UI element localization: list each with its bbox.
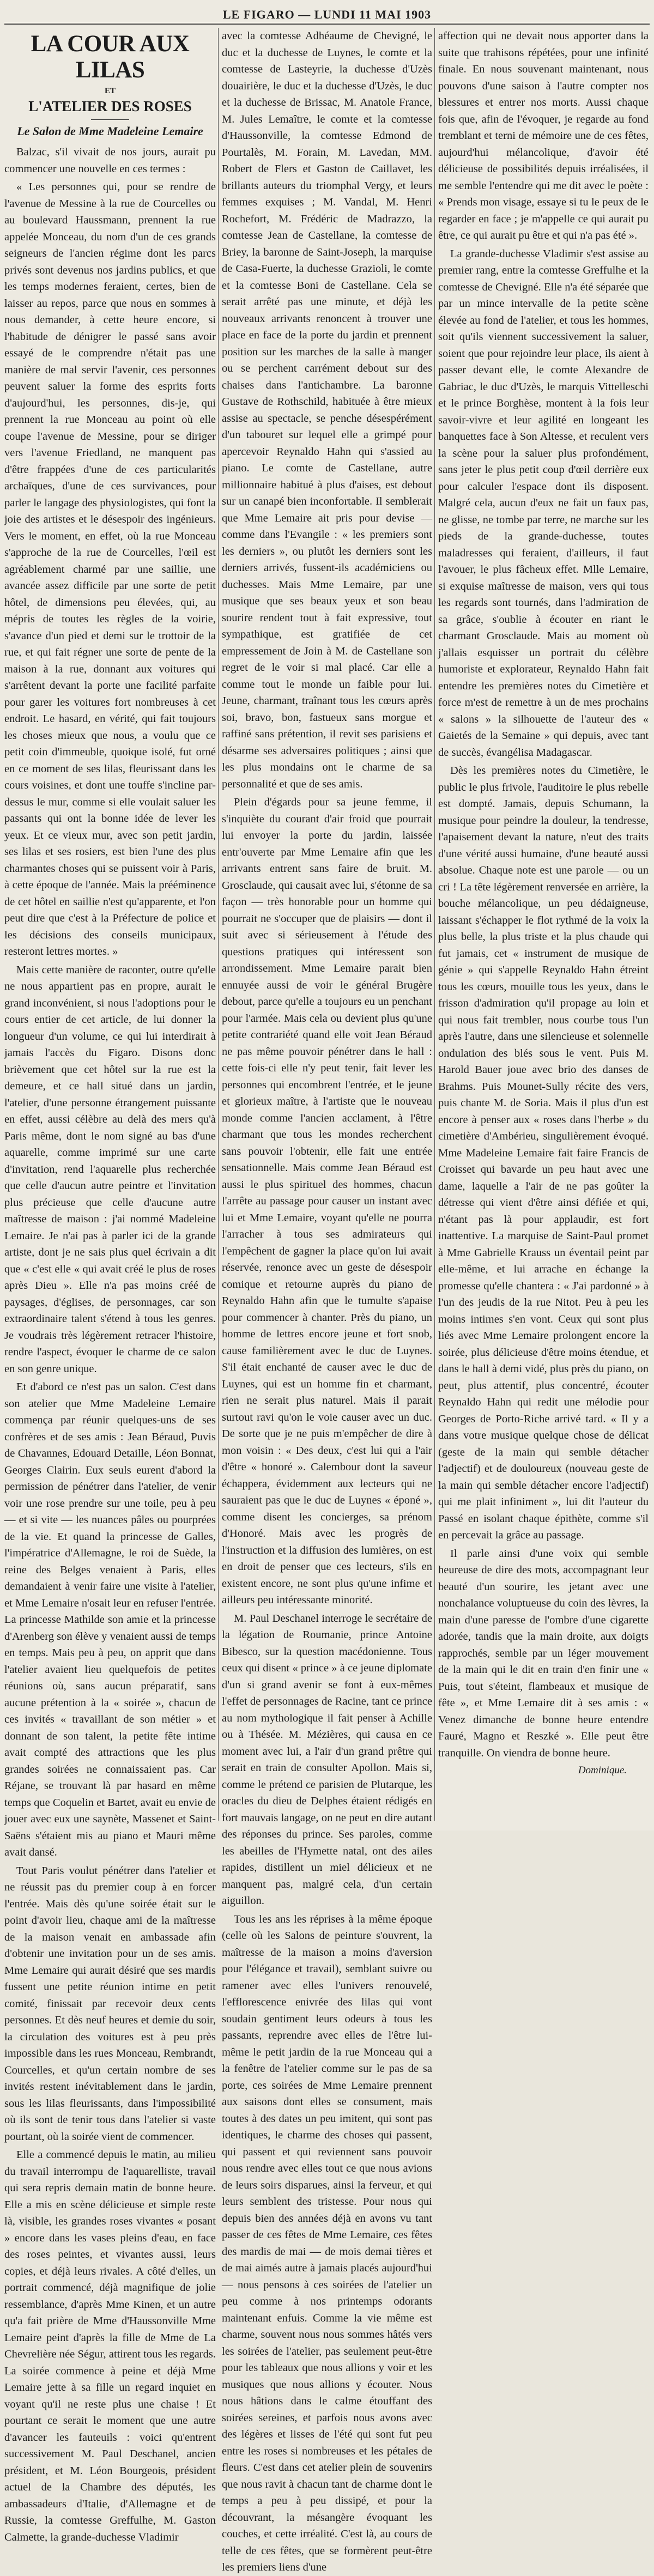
headline-conjunction: ET bbox=[104, 87, 116, 95]
article-headline: LA COUR AUX LILAS bbox=[31, 31, 190, 83]
paragraph: Tout Paris voulut pénétrer dans l'atelier et ne réussit pas du premier coup à en forcer l'entrée. Mais dès qu'une soirée était sur le point d'avoir lieu, chaque ami de la maîtresse de la maison venait en ambassade afin d'obtenir une invitation pour un de ses amis. Mme Lemaire qui aurait désiré que ses mardis fussent une petite réunion intime en petit comité, finissait par recevoir deux cents personnes. Et dès neuf heures et demie du soir, la circulation des voitures est à peu près impossible dans les rues Monceau, Rembrandt, Courcelles, et qu'un certain nombre de ses invités restent inévitablement dans le jardin, sous les lilas fleurissants, dans l'impossibilité où ils sont de tenir tous dans l'atelier si vaste pourtant, où la soirée vient de commencer. bbox=[4, 1864, 216, 2143]
author-signature: Dominique. bbox=[578, 1765, 627, 1776]
masthead-title: LE FIGARO — LUNDI 11 MAI 1903 bbox=[222, 8, 432, 21]
paragraph: « Les personnes qui, pour se rendre de l'avenue de Messine à la rue de Courcelles ou au boulevard Haussmann, prennent la rue appelée Monceau, du nom d'un de ces grands seigneurs de l'ancien régime dont les parcs privés sont devenus nos jardins publics, et que les temps modernes feraient, certes, bien de laisser au repos, parce que nous en sommes à nous demander, à cette heure encore, si l'habitude de dénigrer le passé sans avoir essayé de le comprendre n'était pas une manière de mal servir l'avenir, ces personnes peuvent saluer la forme des esprits forts d'aujourd'hui, les personnes, dis-je, qui prennent la rue Monceau au point où elle coupe l'avenue de Messine, pour se diriger vers l'avenue Friedland, ne manquent pas d'être frappées d'une de ces particularités archaïques, d'une de ces survivances, pour parler le langage des physiologistes, qui font la joie des artistes et le désespoir des ingénieurs. Vers le moment, en effet, où la rue Monceau s'approche de la rue de Courcelles, l'œil est agréablement charmé par une saillie, une avancée assez difficile par une sorte de petit hôtel, de dimensions peu élevées, qui, au mépris de toutes les règles de la voirie, s'avance d'un pied et demi sur le trottoir de la rue, et qui fait régner une sorte de pente de la maison à la rue, donnant aux voitures qui s'arrêtent devant la porte une facilité parfaite pour garer les voitures fort nombreuses à cet endroit. Le hasard, en vérité, qui fait toujours les choses mieux que nous, a voulu que ce petit coin d'immeuble, quoique isolé, fut orné en ce moment de ses lilas, fleurissant dans les cours voisines, et dont une touffe s'incline par-dessus le mur, comme si elle voulait saluer les passants qui ont la bonne idée de lever les yeux. Et ce vieux mur, avec son petit jardin, ses lilas et ses rosiers, est bien l'une des plus charmantes choses qui se puissent voir à Paris, à cette époque de l'année. Mais la prééminence de cet hôtel en saillie n'est qu'apparente, et l'on peut dire que c'est à la Préfecture de police et les décisions des conseils municipaux, resteront lettres mortes. » bbox=[4, 181, 216, 957]
paragraph: Elle a commencé depuis le matin, au milieu du travail interrompu de l'aquarelliste, travail qui sera repris demain matin de bonne heure. Elle a mis en scène délicieuse et simple reste là, visible, les grandes roses vivantes « posant » encore dans les vases pleins d'eau, en face des roses peintes, et vivantes aussi, leurs copies, et déjà leurs rivales. A côté d'elles, un portrait commencé, déjà magnifique de jolie ressemblance, d'après Mme Kinen, et un autre qu'a fait prière de Mme d'Haussonville Mme Lemaire peint d'après la fille de Mme de La Chevrelière née Ségur, attirent tous les regards. La soirée commence à peine et déjà Mme Lemaire jette à sa fille un regard inquiet en voyant qu'il ne reste plus une chaise ! Et pourtant ce serait le moment que une autre d'avancer les fauteuils : voici qu'entrent successivement M. Paul Deschanel, ancien président, et M. Léon Bourgeois, président actuel de la Chambre des députés, les ambassadeurs d'Italie, d'Allemagne et de Russie, la comtesse Greffulhe, M. Gaston Calmette, la grande-duchesse Vladimir bbox=[4, 2149, 216, 2543]
paragraph: Balzac, s'il vivait de nos jours, aurait pu commencer une nouvelle en ces termes : bbox=[4, 146, 216, 175]
masthead bbox=[4, 3, 650, 25]
paragraph: Mais cette manière de raconter, outre qu'elle ne nous appartient pas en propre, aurait le grand inconvénient, si nous l'adoptions pour le cours entier de cet article, de lui donner la longueur d'un volume, ce qui lui interdirait à jamais l'accès du Figaro. Disons donc brièvement que cet hôtel sur la rue est la demeure, et ce hall situé dans un jardin, l'atelier, d'une personne étrangement puissante en effet, aussi célèbre au delà des mers qu'à Paris même, dont le nom signé au bas d'une aquarelle, comme imprimé sur une carte d'invitation, rend l'aquarelle plus recherchée que celle d'aucun autre peintre et l'invitation plus précieuse que celle d'aucune autre maîtresse de maison : j'ai nommé Madeleine Lemaire. Je n'ai pas à parler ici de la grande artiste, dont je ne sais plus quel écrivain a dit que « c'est elle « qui avait créé le plus de roses après Dieu ». Elle n'a pas moins créé de paysages, d'églises, de personnages, car son extraordinaire talent s'étend à tous les genres. Je voudrais très légèrement retracer l'histoire, rendre l'aspect, évoquer le charme de ce salon en son genre unique. bbox=[4, 963, 216, 1375]
paragraph: La grande-duchesse Vladimir s'est assise au premier rang, entre la comtesse Greffulhe et la comtesse de Chevigné. Elle n'a été séparée que par un mince intervalle de la petite scène élevée au fond de l'atelier, et tous les hommes, soit qu'ils viennent successivement la saluer, soient que pour rejoindre leur place, ils aient à passer devant elle, le comte Alexandre de Gabriac, le duc d'Uzès, le marquis Vittelleschi et le prince Borghèse, montent à la fois leur savoir-vivre et leur agilité en longeant les banquettes face à Son Altesse, et reculent vers la scène pour la saluer plus profondément, sans jeter le plus petit coup d'œil derrière eux pour calculer l'espace dont ils disposent. Malgré cela, aucun d'eux ne fait un faux pas, ne glisse, ne tombe par terre, ne marche sur les pieds de la grande-duchesse, toutes maladresses qui feraient, d'ailleurs, il faut l'avouer, le plus fâcheux effet. Mlle Lemaire, si exquise maîtresse de maison, vers qui tous les regards sont tournés, dans l'admiration de sa grâce, s'oublie à écouter en riant le charmant Grosclaude. Mais au moment où j'allais esquisser un portrait du célèbre humoriste et explorateur, Reynaldo Hahn fait entendre les premières notes du Cimetière et force m'est de remettre à un de mes prochains « salons » la silhouette de l'auteur des « Gaietés de la Semaine » qui depuis, avec tant de succès, évangélisa Madagascar. bbox=[438, 247, 649, 759]
column-1-body bbox=[4, 144, 216, 2545]
column-3 bbox=[434, 28, 649, 1821]
paragraph: avec la comtesse Adhéaume de Chevigné, le duc et la duchesse de Luynes, le comte et la comtesse de Lasteyrie, la duchesse d'Uzès douairière, le duc et la duchesse d'Uzès, le duc et la duchesse de Brissac, M. Anatole France, M. Jules Lemaître, le comte et la comtesse d'Haussonville, la comtesse Edmond de Pourtalès, M. Forain, M. Lavedan, MM. Robert de Flers et Gaston de Caillavet, les brillants auteurs du triomphal Vergy, et leurs femmes exquises ; M. Vandal, M. Henri Rochefort, M. Frédéric de Madrazzo, la comtesse Jean de Castellane, la comtesse de Briey, la baronne de Saint-Joseph, la marquise de Casa-Fuerte, la duchesse Grazioli, le comte et la comtesse Boni de Castellane. Cela se serait arrêté pas une minute, et déjà les nouveaux arrivants renoncent à trouver une place en face de la porte du jardin et prennent position sur les marches de la salle à manger ou se perchent carrément debout sur des chaises dans l'antichambre. La baronne Gustave de Rothschild, habituée à être mieux assise au spectacle, se penche désespérément d'un tabouret sur lequel elle a grimpé pour apercevoir Reynaldo Hahn qui s'assied au piano. Le comte de Castellane, autre millionnaire habitué à plus d'aises, est debout sur un canapé bien inconfortable. Il semblerait que Mme Lemaire ait pris pour devise — comme dans l'Evangile : « les premiers sont les derniers », ou plutôt les derniers sont les derniers arrivés, fussent-ils académiciens ou duchesses. Mais Mme Lemaire, par une musique que ses beaux yeux et son beau sourire rendent tout à fait expressive, tout sympathique, est gratifiée de cet empressement de Join à M. de Castellane son regret de le voir si mal placé. Car elle a comme tout le monde un faible pour lui. Jeune, charmant, traînant tous les cœurs après soi, bravo, bon, fastueux sans morgue et raffiné sans prétention, il revit ses parisiens et désarme ses adversaires politiques ; ainsi que les plus mondains ont le charme de sa personnalité et que de ses amis. bbox=[222, 30, 432, 790]
paragraph: Et d'abord ce n'est pas un salon. C'est dans son atelier que Mme Madeleine Lemaire commença par réunir quelques-uns de ses confrères et de ses amis : Jean Béraud, Puvis de Chavannes, Edouard Detaille, Léon Bonnat, Georges Clairin. Eux seuls eurent d'abord la permission de pénétrer dans l'atelier, de venir voir une rose prendre sur une toile, peu à peu — et si vite — les nuances pâles ou pourprées de la vie. Et quand la princesse de Galles, l'impératrice d'Allemagne, le roi de Suède, la reine des Belges venaient à Paris, elles demandaient à venir faire une visite à l'atelier, et Mme Lemaire n'osait leur en refuser l'entrée. La princesse Mathilde son amie et la princesse d'Arenberg son élève y venaient aussi de temps en temps. Mais peu à peu, on apprit que dans l'atelier avaient lieu quelquefois de petites réunions où, sans aucun préparatif, sans aucune prétention à la « soirée », chacun de ces invités « travaillant de son métier » et donnant de son talent, la petite fête intime avait compté des attractions que les plus grandes soirées ne connaissaient pas. Car Réjane, se trouvant là par hasard en même temps que Coquelin et Bartet, avait eu envie de jouer avec eux une saynète, Massenet et Saint-Saëns s'étaient mis au piano et Mauri même avait dansé. bbox=[4, 1381, 216, 1858]
paragraph: Plein d'égards pour sa jeune femme, il s'inquiète du courant d'air froid que pourrait lui envoyer la porte du jardin, laissée entr'ouverte par Mme Lemaire afin que les arrivants entrent sans faire de bruit. M. Grosclaude, qui causait avec lui, s'étonne de sa façon — très honorable pour un homme qui pourrait ne s'occuper que de plaisirs — dont il suit avec si sérieusement à l'étude des questions pratiques qui intéressent son arrondissement. Mme Lemaire parait bien ennuyée aussi de voir le général Brugère debout, parce qu'elle a toujours eu un penchant pour l'armée. Mais cela ou devient plus qu'une petite contrariété quand elle voit Jean Béraud ne pas même pouvoir pénétrer dans le hall : cette fois-ci elle n'y peut tenir, fait lever les personnes qui encombrent l'entrée, et le jeune et glorieux maître, à l'artiste que le nouveau monde comme l'ancien acclament, à l'être charmant que tous les mondes recherchent sans pouvoir l'obtenir, elle fait une entrée sensationnelle. Mais comme Jean Béraud est aussi le plus spirituel des hommes, chacun l'arrête au passage pour causer un instant avec lui et Mme Lemaire, voyant qu'elle ne pourra l'arracher à tous ses admirateurs qui l'empêchent de gagner la place qu'on lui avait réservée, renonce avec un geste de désespoir comique et retourne auprès du piano de Reynaldo Hahn afin que le tumulte s'apaise pour commencer à chanter. Près du piano, un homme de lettres encore jeune et fort snob, cause familièrement avec le duc de Luynes. S'il était enchanté de causer avec le duc de Luynes, qui est un homme fin et charmant, rien ne serait plus naturel. Mais il parait surtout ravi qu'on le voie causer avec un duc. De sorte que je ne puis m'empêcher de dire à mon voisin : « Des deux, c'est lui qui a l'air d'être « honoré ». Calembour dont la saveur échappera, évidemment aux lecteurs qui ne sauraient pas que le duc de Luynes « époné », comme disent les concierges, sa prénom d'Honoré. Mais avec les progrès de l'instruction et la diffusion des lumières, on est en droit de penser que ces lecteurs, s'ils en existent encore, ne sont plus qu'une infime et ailleurs peu intéressante minorité. bbox=[222, 796, 432, 1606]
paragraph: affection qui ne devait nous apporter dans la suite que trahisons répétées, pour une infinité finale. En nous souvenant maintenant, nous pouvons d'une saison à l'autre compter nos blessures et entrer nos morts. Aussi chaque fois que, afin de l'évoquer, je regarde au fond tremblant et terni de mémoire une de ces fêtes, aujourd'hui mélancolique, d'avoir été délicieuse de possibilités depuis irréalisées, il me semble l'entendre qui me dit avec le poète : « Prends mon visage, essaye si tu le peux de le regarder en face ; je m'appelle ce qui aurait pu être, ce qui aurait pu être et qui n'a pas été ». bbox=[438, 30, 649, 241]
column-2-body bbox=[222, 28, 432, 2576]
article-subheadline: L'ATELIER DES ROSES bbox=[28, 98, 192, 114]
paragraph: Dès les premières notes du Cimetière, le public le plus frivole, l'auditoire le plus rebelle est dompté. Jamais, depuis Schumann, la musique pour peindre la douleur, la tendresse, l'apaisement devant la nature, n'eut des traits d'une vérité aussi humaine, d'une beauté aussi absolue. Chaque note est une parole — ou un cri ! La tête légèrement renversée en arrière, la bouche mélancolique, un peu dédaigneuse, laissant s'échapper le flot rythmé de la voix la plus belle, la plus triste et la plus chaude qui fut jamais, cet « instrument de musique de génie » qui s'appelle Reynaldo Hahn étreint tous les cœurs, mouille tous les yeux, dans le frisson d'admiration qu'il propage au loin et qui nous fait trembler, nous courbe tous l'un après l'autre, dans une silencieuse et solennelle ondulation des blés sous le vent. Puis M. Harold Bauer joue avec brio des danses de Brahms. Puis Mounet-Sully récite des vers, puis chante M. de Soria. Mais il plus d'un est encore à penser aux « roses dans l'herbe » du cimetière d'Ambérieu, singulièrement évoqué. Mme Madeleine Lemaire fait faire Francis de Croisset qui bavarde un peu haut avec une dame, laquelle a l'air de ne pas goûter la détresse qui vient d'être ainsi défiée et qui, n'étant pas là pour applaudir, est fort inattentive. La marquise de Saint-Paul promet à Mme Gabrielle Krauss un éventail peint par elle-même, et lui arrache en échange la promesse qu'elle chantera : « J'ai pardonné » à l'un des jeudis de la rue Nitot. Peu à peu les moins intimes s'en vont. Ceux qui sont plus liés avec Mme Lemaire prolongent encore la soirée, plus délicieuse d'être moins étendue, et dans le hall à demi vidé, plus près du piano, on peut, plus attentif, plus concentré, écouter Reynaldo Hahn qui redit une mélodie pour Georges de Porto-Riche arrivé tard. « Il y a dans votre musique quelque chose de délicat (geste de la main qui semble détacher l'adjectif) et de douloureux (nouveau geste de la main qui semble détacher encore l'adjectif) qui me plait infiniment », lui dit l'auteur du Passé en isolant chaque épithète, comme s'il en percevait la grâce au passage. bbox=[438, 765, 649, 1541]
paragraph: M. Paul Deschanel interroge le secrétaire de la légation de Roumanie, prince Antoine Bibesco, sur la question macédonienne. Tous ceux qui disent « prince » à ce jeune diplomate d'un si grand avenir se font à eux-mêmes l'effet de personnages de Racine, tant ce prince au nom mythologique il fait penser à Achille ou à Thésée. M. Mézières, qui causa en ce moment avec lui, a l'air d'un grand prêtre qui serait en train de consulter Apollon. Mais si, comme le prétend ce parisien de Plutarque, les oracles du dieu de Delphes étaient rédigés en fort mauvais langage, on ne peut en dire autant des réponses du prince. Ses paroles, comme les abeilles de l'Hymette natal, ont des ailes rapides, distillent un miel délicieux et ne manquent pas, malgré cela, d'un certain aiguillon. bbox=[222, 1612, 432, 1907]
paragraph: Tous les ans les réprises à la même époque (celle où les Salons de peinture s'ouvrent, la maîtresse de la maison a moins d'aversion pour l'élégance et travail), semblant suivre ou ramener avec elles l'univers renouvelé, l'efflorescence enivrée des lilas qui vont soudain gentiment leurs odeurs à tous les passants, reprendre avec elles de l'être lui-même le petit jardin de la rue Monceau qui a la fenêtre de l'atelier comme sur le pas de sa porte, ces soirées de Mme Lemaire prennent aux saisons dont elles se consument, mais toutes à des dates un peu imitent, qui sont pas identiques, le charme des choses qui passent, qui passent et qui reviennent sans pouvoir nous rendre avec elles tout ce que nous avions de leurs soirs disparues, ainsi la ferveur, et qui leurs semblent des tristesse. Pour nous qui depuis bien des années déjà en avons vu tant passer de ces fêtes de Mme Lemaire, ces fêtes des mardis de mai — de mois demai tières et de mai aimés autre à jamais placés aujourd'hui — nous pensons à ces soirées de l'atelier un peu comme à nos printemps odorants maintenant enfuis. Comme la vie même est charme, souvent nous nous sommes hâtés vers les soirées de l'atelier, pas seulement peut-être pour les tableaux que nous allions y voir et les musiques que nous allions y écouter. Nous nous hâtions dans le calme étouffant des soirées sereines, et parfois nous avons avec des légères et lisses de l'été qui sont fut peu entre les roses si nombreuses et les pétales de fleurs. C'est dans cet atelier plein de souvenirs que nous ravit à chacun tant de charme dont le temps a peu à peu dissipé, et pour la découvrant, la mésangère évoquant les couches, et cette irréalité. C'est là, au cours de telle de ces fêtes, que se formèrent peut-être les premiers liens d'une bbox=[222, 1913, 432, 2573]
section-title: Le Salon de Mme Madeleine Lemaire bbox=[17, 124, 203, 138]
column-3-body bbox=[438, 28, 649, 1761]
paragraph: Il parle ainsi d'une voix qui semble heureuse de dire des mots, accompagnant leur beauté d'un sourire, les jetant avec une nonchalance voluptueuse du coin des lèvres, la main d'une paresse de l'ombre d'une cigarette adorée, tandis que la main droite, aux doigts rapprochés, semble par un léger mouvement de la main qui le dit en train d'en finir une « Puis, tout s'éteint, flambeaux et musique de fête », et Mme Lemaire dit à ses amis : « Venez dimanche de bonne heure entendre Fauré, Magno et Reszké ». Elle peut être tranquille. On viendra de bonne heure. bbox=[438, 1547, 649, 1759]
article-columns bbox=[4, 28, 650, 2573]
column-2 bbox=[218, 28, 432, 2573]
divider bbox=[91, 119, 129, 120]
column-1 bbox=[4, 28, 216, 2543]
